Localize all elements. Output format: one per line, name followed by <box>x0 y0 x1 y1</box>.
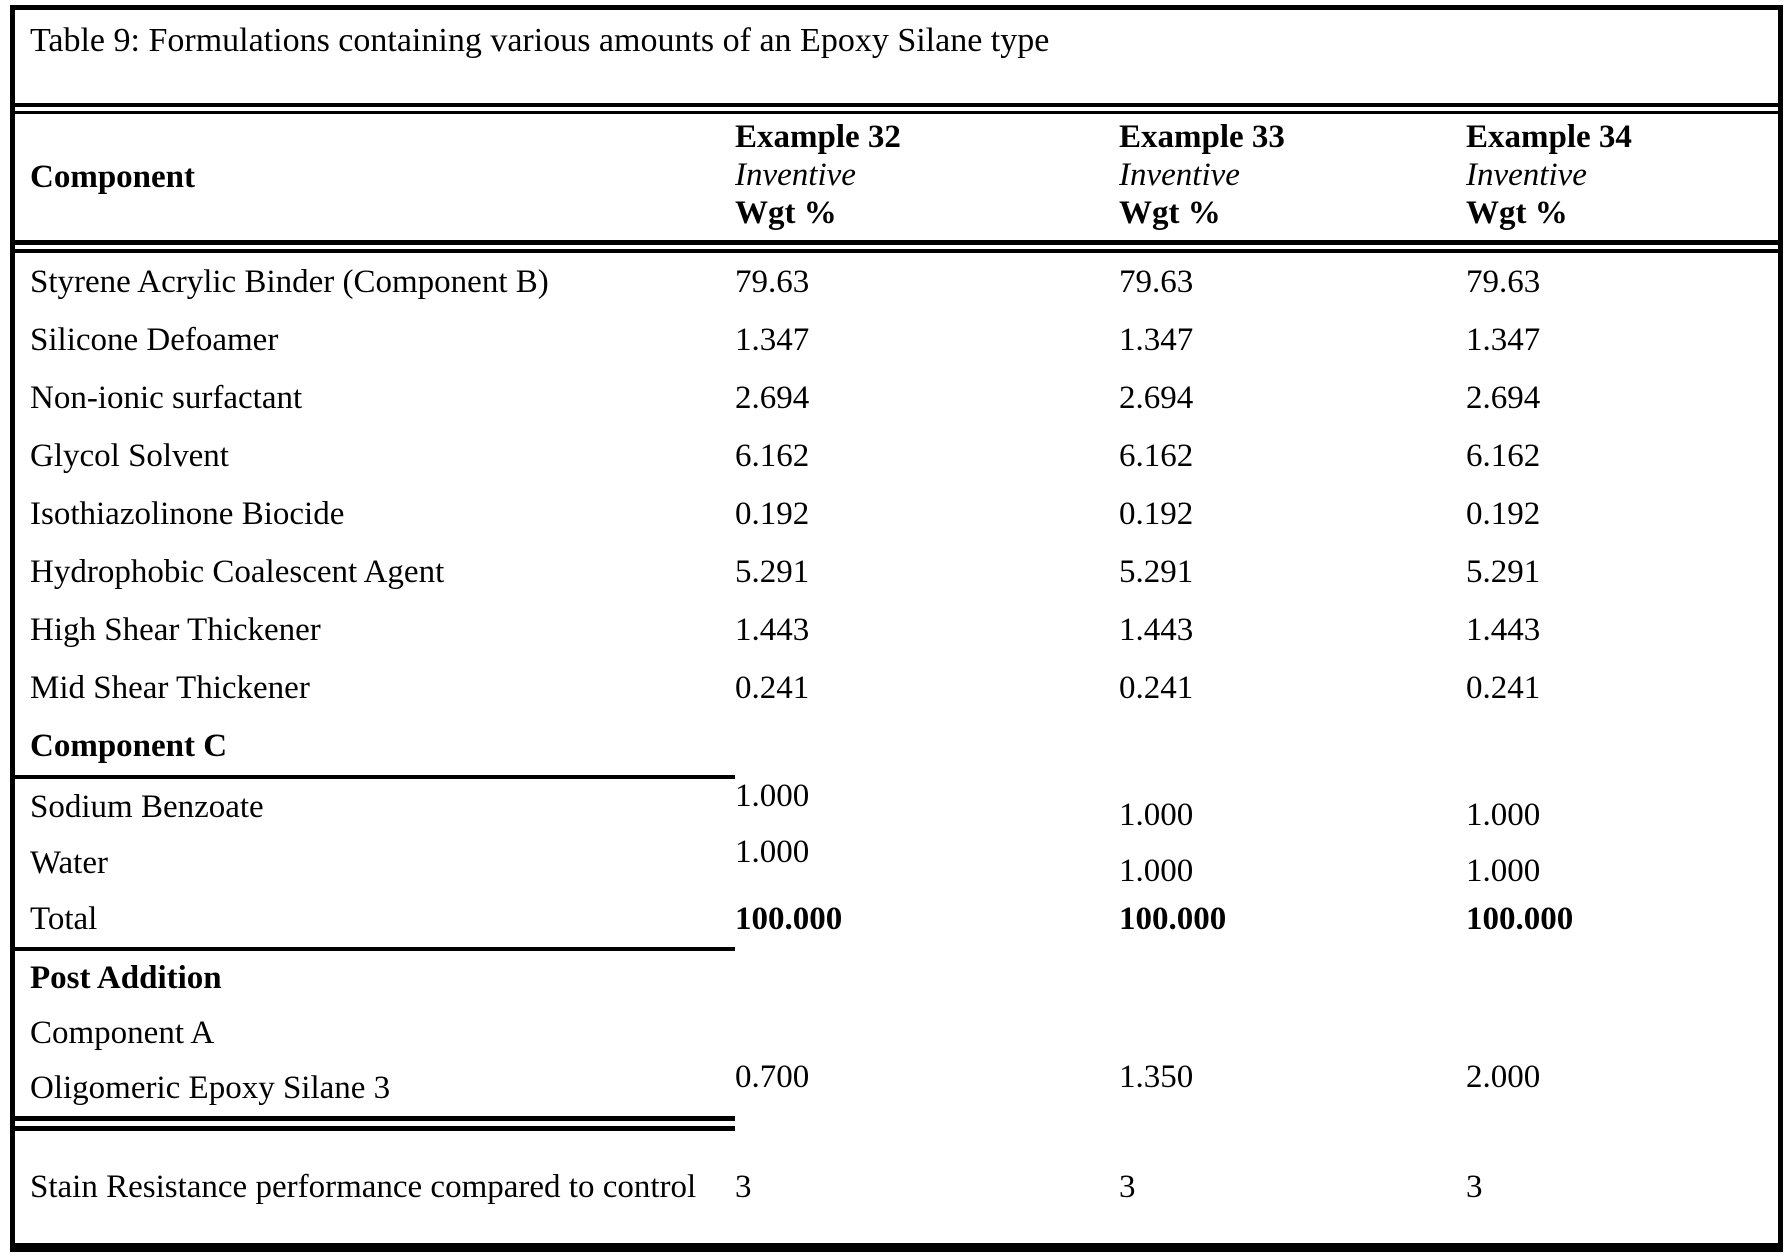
section-heading: Component C <box>30 727 228 764</box>
formulation-table <box>10 5 1783 1252</box>
cell-value: 5.291 <box>735 553 810 590</box>
result-row <box>15 1131 1778 1243</box>
row-label: Silicone Defoamer <box>30 321 279 358</box>
column-title: Example 32 <box>735 118 901 155</box>
cell-value: 0.700 <box>735 1059 810 1096</box>
cell-value: 6.162 <box>1119 437 1194 474</box>
row-label: Mid Shear Thickener <box>30 669 310 706</box>
cell-value: 5.291 <box>1119 553 1194 590</box>
cell-value: 79.63 <box>1119 263 1194 300</box>
section-heading-row <box>15 717 1778 775</box>
cell-value: 79.63 <box>735 263 810 300</box>
row-label: High Shear Thickener <box>30 611 321 648</box>
column-unit: Wgt % <box>735 194 837 231</box>
cell-value: 1.350 <box>1119 1059 1194 1096</box>
table-row <box>15 543 1778 601</box>
cell-value: 0.241 <box>735 669 810 706</box>
column-header-component: Component <box>30 158 196 195</box>
table-row <box>15 835 1778 891</box>
cell-value: 1.000 <box>735 833 810 870</box>
total-row <box>15 891 1778 947</box>
cell-value: 1.000 <box>1119 796 1194 833</box>
row-label: Water <box>30 844 108 881</box>
column-header-example-32 <box>735 114 1119 232</box>
column-unit: Wgt % <box>1466 194 1568 231</box>
cell-value: 0.241 <box>1119 669 1194 706</box>
row-label: Sodium Benzoate <box>30 788 264 825</box>
row-label: Component A <box>30 1015 215 1052</box>
row-label: Total <box>30 900 98 937</box>
cell-value: 2.694 <box>1119 379 1194 416</box>
cell-value: 1.443 <box>735 611 810 648</box>
cell-value: 1.000 <box>1466 796 1541 833</box>
cell-value: 0.192 <box>1466 495 1541 532</box>
cell-value: 1.443 <box>1466 611 1541 648</box>
cell-value: 3 <box>1119 1168 1136 1205</box>
cell-value: 1.443 <box>1119 611 1194 648</box>
row-label: Oligomeric Epoxy Silane 3 <box>30 1070 391 1107</box>
double-rule-divider <box>15 240 1778 253</box>
table-row <box>15 427 1778 485</box>
table-row <box>15 1061 1778 1116</box>
cell-value: 3 <box>735 1168 752 1205</box>
column-subtitle: Inventive <box>735 156 856 193</box>
table-row <box>15 779 1778 835</box>
column-unit: Wgt % <box>1119 194 1221 231</box>
column-title: Example 33 <box>1119 118 1285 155</box>
section-heading-row <box>15 951 1778 1006</box>
table-row <box>15 659 1778 717</box>
row-label: Styrene Acrylic Binder (Component B) <box>30 263 549 300</box>
table-header-row <box>15 114 1778 240</box>
cell-value: 1.347 <box>735 321 810 358</box>
row-label: Isothiazolinone Biocide <box>30 495 345 532</box>
row-label: Glycol Solvent <box>30 437 229 474</box>
table-title: Table 9: Formulations containing various amounts of an Epoxy Silane type <box>30 22 1050 59</box>
table-row <box>15 253 1778 311</box>
row-label: Hydrophobic Coalescent Agent <box>30 553 445 590</box>
double-rule-divider <box>15 103 1778 114</box>
column-header-example-33 <box>1119 114 1466 232</box>
cell-value: 1.000 <box>1119 852 1194 889</box>
cell-value: 1.347 <box>1466 321 1541 358</box>
cell-value: 100.000 <box>1466 900 1574 937</box>
table-row <box>15 485 1778 543</box>
cell-value: 2.694 <box>735 379 810 416</box>
row-label: Stain Resistance performance compared to control <box>30 1168 697 1205</box>
cell-value: 0.241 <box>1466 669 1541 706</box>
cell-value: 6.162 <box>735 437 810 474</box>
column-subtitle: Inventive <box>1466 156 1587 193</box>
cell-value: 100.000 <box>1119 900 1227 937</box>
table-row <box>15 1006 1778 1061</box>
cell-value: 0.192 <box>735 495 810 532</box>
table-row <box>15 369 1778 427</box>
column-title: Example 34 <box>1466 118 1632 155</box>
cell-value: 1.000 <box>735 777 810 814</box>
partial-double-rule-divider <box>15 1116 735 1131</box>
table-row <box>15 601 1778 659</box>
column-header-example-34 <box>1466 114 1778 232</box>
cell-value: 79.63 <box>1466 263 1541 300</box>
cell-value: 5.291 <box>1466 553 1541 590</box>
cell-value: 6.162 <box>1466 437 1541 474</box>
column-subtitle: Inventive <box>1119 156 1240 193</box>
cell-value: 2.694 <box>1466 379 1541 416</box>
cell-value: 1.347 <box>1119 321 1194 358</box>
table-row <box>15 311 1778 369</box>
cell-value: 0.192 <box>1119 495 1194 532</box>
section-heading: Post Addition <box>30 960 222 997</box>
cell-value: 1.000 <box>1466 852 1541 889</box>
cell-value: 2.000 <box>1466 1059 1541 1096</box>
cell-value: 100.000 <box>735 900 843 937</box>
row-label: Non-ionic surfactant <box>30 379 303 416</box>
cell-value: 3 <box>1466 1168 1483 1205</box>
